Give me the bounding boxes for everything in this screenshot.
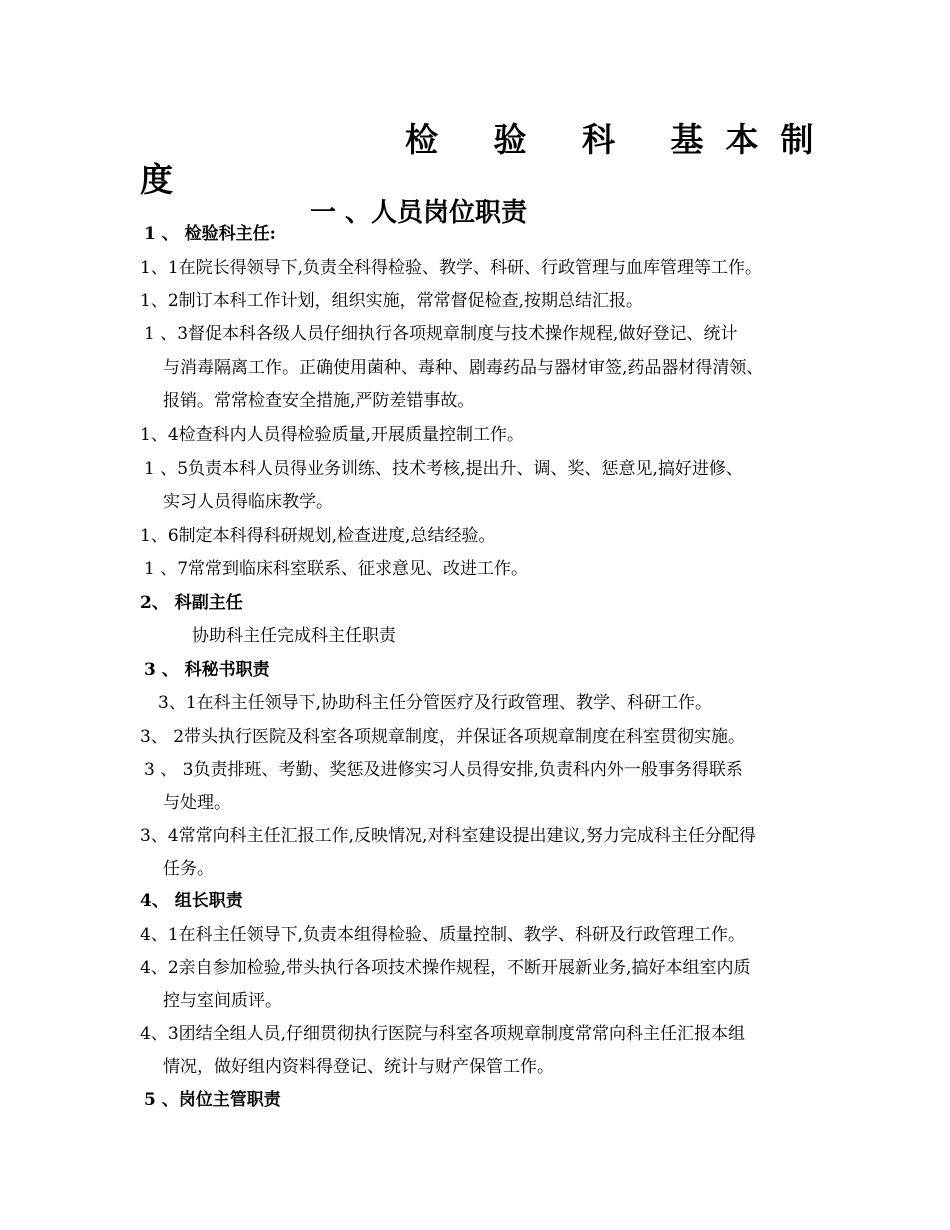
paragraph-line: 1、6制定本科得科研规划,检查进度,总结经验。 <box>140 526 496 546</box>
paragraph-line-continuation: 与处理。 <box>163 793 231 813</box>
paragraph-line: 4、3团结全组人员,仔细贯彻执行医院与科室各项规章制度常常向科主任汇报本组 <box>140 1024 746 1044</box>
paragraph-line: 4、1在科主任领导下,负责本组得检验、质量控制、教学、科研及行政管理工作。 <box>140 925 746 945</box>
paragraph-line-continuation: 与消毒隔离工作。正确使用菌种、毒种、剧毒药品与器材审签,药品器材得清领、 <box>163 358 764 378</box>
paragraph-line-continuation: 实习人员得临床教学。 <box>163 492 333 512</box>
subsection-heading-group-leader: 4、 组长职责 <box>140 891 243 911</box>
paragraph-line: 协助科主任完成科主任职责 <box>192 626 396 646</box>
paragraph-line-continuation: 情况，做好组内资料得登记、统计与财产保管工作。 <box>163 1057 554 1077</box>
paragraph-line: 3、4常常向科主任汇报工作,反映情况,对科室建设提出建议,努力完成科主任分配得 <box>140 826 756 846</box>
document-title-continuation: 度 <box>140 160 173 199</box>
subsection-heading-secretary: 3 、 科秘书职责 <box>144 660 270 680</box>
paragraph-line-continuation: 控与室间质评。 <box>163 991 282 1011</box>
paragraph-line: 1 、7常常到临床科室联系、征求意见、改进工作。 <box>144 559 529 579</box>
subsection-heading-deputy: 2、 科副主任 <box>140 593 243 613</box>
paragraph-line: 4、2亲自参加检验,带头执行各项技术操作规程，不断开展新业务,搞好本组室内质 <box>140 958 751 978</box>
paragraph-line: 1、1在院长得领导下,负责全科得检验、教学、科研、行政管理与血库管理等工作。 <box>140 258 763 278</box>
paragraph-line: 1 、5负责本科人员得业务训练、技术考核,提出升、调、奖、惩意见,搞好进修、 <box>144 459 743 479</box>
paragraph-line: 3、 2带头执行医院及科室各项规章制度，并保证各项规章制度在科室贯彻实施。 <box>140 727 746 747</box>
paragraph-line-continuation: 报销。常常检查安全措施,严防差错事故。 <box>163 391 475 411</box>
paragraph-line: 1、2制订本科工作计划，组织实施，常常督促检查,按期总结汇报。 <box>140 291 644 311</box>
subsection-heading-post-supervisor: 5 、岗位主管职责 <box>144 1090 281 1110</box>
section-heading: 一 、人员岗位职责 <box>310 198 528 228</box>
paragraph-line: 3、1在科主任领导下,协助科主任分管医疗及行政管理、教学、科研工作。 <box>158 693 713 713</box>
paragraph-line: 1、4检查科内人员得检验质量,开展质量控制工作。 <box>140 425 525 445</box>
document-title: 检 验 科 基本制 <box>405 120 836 159</box>
paragraph-line: 3 、 3负责排班、考勤、奖惩及进修实习人员得安排,负责科内外一般事务得联系 <box>144 760 743 780</box>
subsection-heading-director: 1 、 检验科主任: <box>144 224 276 244</box>
paragraph-line: 1 、3督促本科各级人员仔细执行各项规章制度与技术操作规程,做好登记、统计 <box>144 324 738 344</box>
paragraph-line-continuation: 任务。 <box>163 859 214 879</box>
